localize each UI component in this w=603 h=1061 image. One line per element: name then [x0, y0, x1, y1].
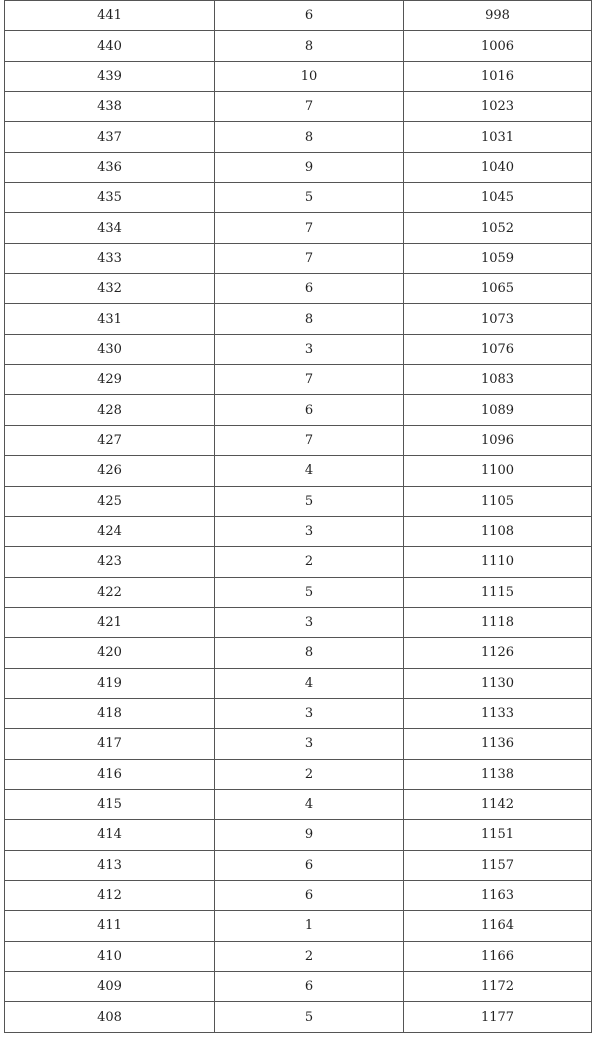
count-cell: 10	[215, 61, 404, 91]
score-cell: 438	[5, 92, 215, 122]
table-row	[5, 486, 592, 516]
score-cell: 424	[5, 516, 215, 546]
cumulative-cell: 1115	[404, 577, 592, 607]
score-cell: 409	[5, 972, 215, 1002]
table-body	[5, 1, 592, 1033]
count-cell: 2	[215, 941, 404, 971]
count-cell: 8	[215, 31, 404, 61]
count-cell: 4	[215, 668, 404, 698]
cumulative-cell: 1052	[404, 213, 592, 243]
score-cell: 413	[5, 850, 215, 880]
table-row	[5, 941, 592, 971]
cumulative-cell: 1105	[404, 486, 592, 516]
count-cell: 8	[215, 304, 404, 334]
count-cell: 7	[215, 213, 404, 243]
count-cell: 7	[215, 243, 404, 273]
score-cell: 431	[5, 304, 215, 334]
count-cell: 4	[215, 456, 404, 486]
score-cell: 433	[5, 243, 215, 273]
count-cell: 2	[215, 759, 404, 789]
table-row	[5, 152, 592, 182]
table-container	[4, 0, 591, 1033]
score-cell: 430	[5, 334, 215, 364]
score-cell: 439	[5, 61, 215, 91]
count-cell: 9	[215, 820, 404, 850]
score-cell: 421	[5, 607, 215, 637]
table-row	[5, 304, 592, 334]
table-row	[5, 1002, 592, 1032]
score-cell: 412	[5, 880, 215, 910]
count-cell: 5	[215, 577, 404, 607]
score-cell: 429	[5, 365, 215, 395]
cumulative-cell: 1138	[404, 759, 592, 789]
cumulative-cell: 1118	[404, 607, 592, 637]
table-row	[5, 122, 592, 152]
score-cell: 417	[5, 729, 215, 759]
cumulative-cell: 1065	[404, 274, 592, 304]
score-cell: 423	[5, 547, 215, 577]
table-row	[5, 850, 592, 880]
table-row	[5, 183, 592, 213]
cumulative-cell: 1177	[404, 1002, 592, 1032]
score-cell: 425	[5, 486, 215, 516]
count-cell: 7	[215, 92, 404, 122]
count-cell: 3	[215, 607, 404, 637]
count-cell: 3	[215, 729, 404, 759]
table-row	[5, 516, 592, 546]
score-cell: 437	[5, 122, 215, 152]
score-cell: 415	[5, 789, 215, 819]
table-row	[5, 425, 592, 455]
cumulative-cell: 1083	[404, 365, 592, 395]
table-row	[5, 395, 592, 425]
cumulative-cell: 1059	[404, 243, 592, 273]
count-cell: 4	[215, 789, 404, 819]
cumulative-cell: 1142	[404, 789, 592, 819]
count-cell: 6	[215, 880, 404, 910]
count-cell: 2	[215, 547, 404, 577]
cumulative-cell: 1164	[404, 911, 592, 941]
count-cell: 5	[215, 486, 404, 516]
cumulative-cell: 1073	[404, 304, 592, 334]
cumulative-cell: 1089	[404, 395, 592, 425]
cumulative-cell: 1110	[404, 547, 592, 577]
score-cell: 410	[5, 941, 215, 971]
cumulative-cell: 1108	[404, 516, 592, 546]
table-row	[5, 577, 592, 607]
count-cell: 6	[215, 1, 404, 31]
cumulative-cell: 1100	[404, 456, 592, 486]
score-cell: 420	[5, 638, 215, 668]
table-row	[5, 759, 592, 789]
score-cell: 414	[5, 820, 215, 850]
cumulative-cell: 998	[404, 1, 592, 31]
score-distribution-table	[4, 0, 592, 1033]
table-row	[5, 789, 592, 819]
count-cell: 5	[215, 1002, 404, 1032]
cumulative-cell: 1166	[404, 941, 592, 971]
table-row	[5, 31, 592, 61]
count-cell: 6	[215, 395, 404, 425]
count-cell: 1	[215, 911, 404, 941]
table-row	[5, 1, 592, 31]
table-row	[5, 911, 592, 941]
table-row	[5, 880, 592, 910]
cumulative-cell: 1023	[404, 92, 592, 122]
count-cell: 9	[215, 152, 404, 182]
score-cell: 411	[5, 911, 215, 941]
table-row	[5, 668, 592, 698]
table-row	[5, 213, 592, 243]
cumulative-cell: 1045	[404, 183, 592, 213]
count-cell: 3	[215, 698, 404, 728]
table-row	[5, 92, 592, 122]
table-row	[5, 820, 592, 850]
count-cell: 6	[215, 850, 404, 880]
score-cell: 428	[5, 395, 215, 425]
score-cell: 436	[5, 152, 215, 182]
score-cell: 440	[5, 31, 215, 61]
table-row	[5, 607, 592, 637]
cumulative-cell: 1130	[404, 668, 592, 698]
table-row	[5, 61, 592, 91]
cumulative-cell: 1076	[404, 334, 592, 364]
score-cell: 408	[5, 1002, 215, 1032]
count-cell: 8	[215, 638, 404, 668]
score-cell: 426	[5, 456, 215, 486]
table-row	[5, 698, 592, 728]
score-cell: 427	[5, 425, 215, 455]
table-row	[5, 729, 592, 759]
count-cell: 7	[215, 425, 404, 455]
cumulative-cell: 1151	[404, 820, 592, 850]
count-cell: 5	[215, 183, 404, 213]
table-row	[5, 243, 592, 273]
score-cell: 441	[5, 1, 215, 31]
count-cell: 8	[215, 122, 404, 152]
count-cell: 7	[215, 365, 404, 395]
count-cell: 6	[215, 274, 404, 304]
cumulative-cell: 1040	[404, 152, 592, 182]
table-row	[5, 456, 592, 486]
score-cell: 432	[5, 274, 215, 304]
score-cell: 422	[5, 577, 215, 607]
table-row	[5, 274, 592, 304]
cumulative-cell: 1163	[404, 880, 592, 910]
count-cell: 3	[215, 516, 404, 546]
score-cell: 419	[5, 668, 215, 698]
cumulative-cell: 1006	[404, 31, 592, 61]
table-row	[5, 972, 592, 1002]
table-row	[5, 547, 592, 577]
count-cell: 3	[215, 334, 404, 364]
score-cell: 435	[5, 183, 215, 213]
table-row	[5, 365, 592, 395]
cumulative-cell: 1096	[404, 425, 592, 455]
score-cell: 434	[5, 213, 215, 243]
cumulative-cell: 1126	[404, 638, 592, 668]
cumulative-cell: 1157	[404, 850, 592, 880]
cumulative-cell: 1133	[404, 698, 592, 728]
cumulative-cell: 1136	[404, 729, 592, 759]
cumulative-cell: 1016	[404, 61, 592, 91]
score-cell: 416	[5, 759, 215, 789]
score-cell: 418	[5, 698, 215, 728]
count-cell: 6	[215, 972, 404, 1002]
table-row	[5, 334, 592, 364]
table-row	[5, 638, 592, 668]
cumulative-cell: 1172	[404, 972, 592, 1002]
cumulative-cell: 1031	[404, 122, 592, 152]
